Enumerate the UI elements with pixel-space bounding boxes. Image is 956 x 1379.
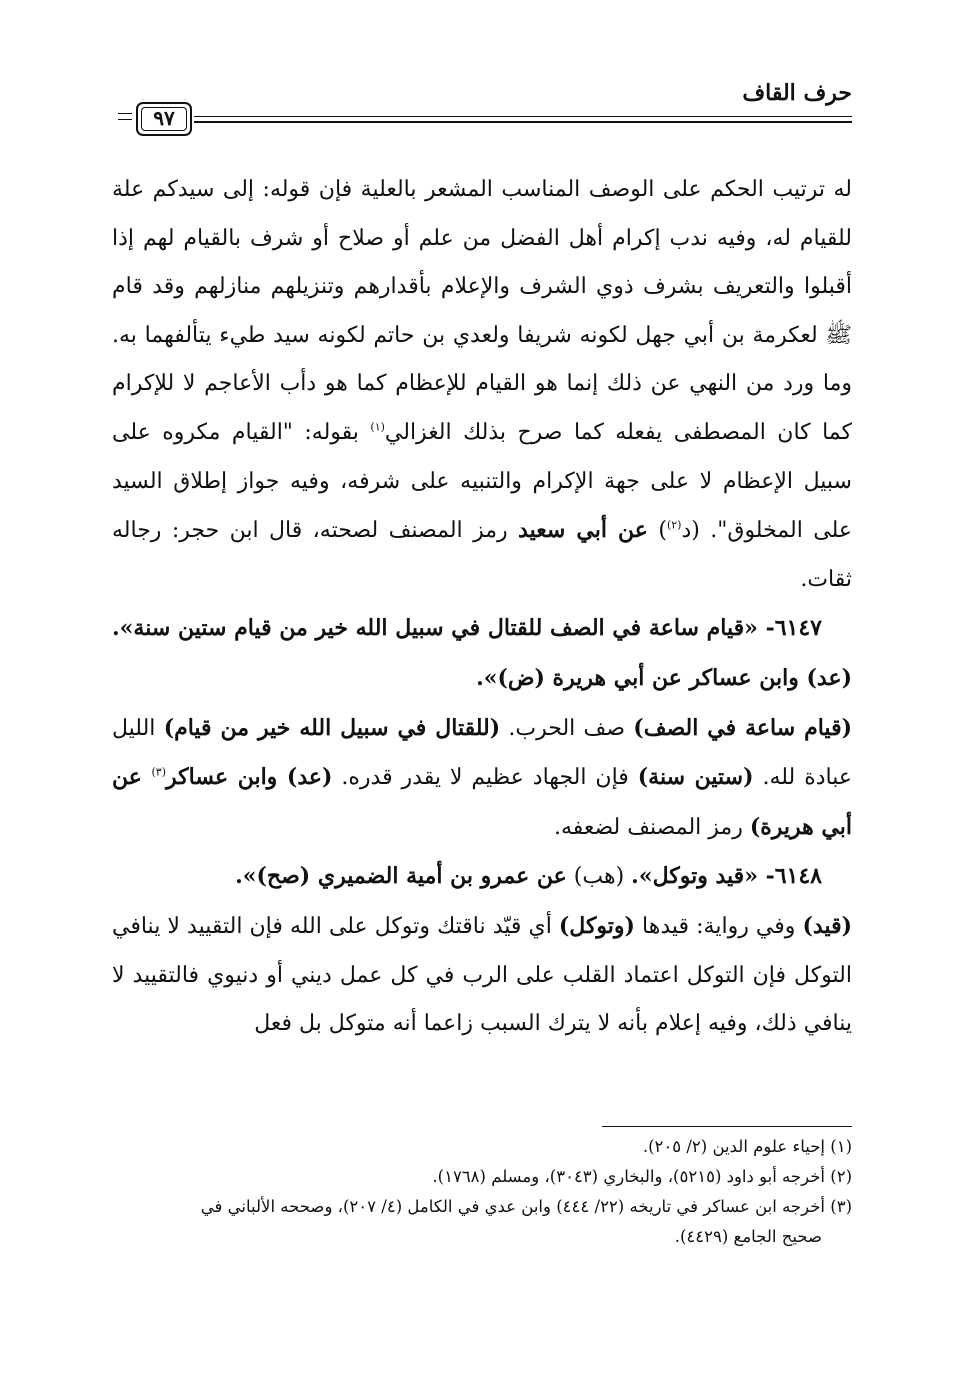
footnote-2: (٢) أخرجه أبو داود (٥٢١٥)، والبخاري (٣٠٤٣)، ومسلم (١٧٦٨). (432, 1167, 852, 1186)
footnote-3: (٣) أخرجه ابن عساكر في تاريخه (٢٢/ ٤٤٤) وابن عدي في الكامل (٤/ ٢٠٧)، وصححه الألباني في (200, 1197, 852, 1216)
footnotes (108, 1132, 852, 1252)
commentary-paragraph-2 (112, 704, 852, 853)
narrator-name: عن أبي سعيد (518, 517, 648, 544)
paragraph-text: أي قيّد ناقتك وتوكل على الله فإن التقييد لا ينافي التوكل فإن التوكل اعتماد القلب على الرب في كل عمل ديني أو دنيوي فالتقييد لا ينافي ذلك، وفيه إعلام بأنه لا يترك السبب زاعما أنه متوكل بل فعل (112, 913, 852, 1037)
paragraph-text: له ترتيب الحكم على الوصف المناسب المشعر بالعلية فإن قوله: إلى سيدكم علة للقيام له، وفيه ندب إكرام أهل الفضل من علم أو صلاح أو شرف بالقيام لهم إذا أقبلوا والتعريف بشرف ذوي الشرف والإعلام بأقدارهم وتنزيلهم منازلهم وقد قام ﷺ لعكرمة بن أبي جهل لكونه شريفا ولعدي بن حاتم لكونه سيد طيء يتألفهما به. وما ورد من النهي عن ذلك إنما هو القيام للإعظام كما هو دأب الأعاجم لا للإكرام كما كان المصطفى يفعله كما صرح بذلك الغزالي (112, 177, 852, 445)
page-number-box (136, 102, 192, 136)
paragraph-text: وفي رواية: قيدها (634, 913, 803, 939)
paragraph-text: فإن الجهاد عظيم لا يقدر قدره. (332, 765, 638, 791)
hadith-entry-6147 (112, 604, 852, 703)
footnote-ref-3[interactable]: (٣) (151, 765, 167, 779)
footnote-ref-2[interactable]: (٢) (666, 518, 682, 532)
footnote-3-continuation: صحيح الجامع (٤٤٢٩). (674, 1227, 822, 1246)
quoted-phrase: (للقتال في سبيل الله خير من قيام) (163, 714, 501, 741)
header-double-rule (194, 116, 852, 124)
quoted-phrase: (قيد) (802, 912, 852, 939)
ornament-line (118, 119, 132, 120)
source-code: (عد) وابن عساكر (166, 764, 333, 791)
narrator-name: عن أبي هريرة) (112, 764, 852, 840)
footnote-separator (602, 1126, 852, 1127)
paragraph-text: رمز المصنف لصحته، قال ابن حجر: رجاله ثقات. (112, 518, 852, 592)
paragraph-text: صف الحرب. (500, 715, 634, 741)
paragraph-text: الليل عبادة لله. (112, 715, 852, 791)
ornament-line (118, 113, 132, 114)
hadith-entry-6148 (112, 852, 852, 902)
chapter-title: حرف القاف (742, 80, 852, 106)
paragraph-text: رمز المصنف لضعفه. (553, 814, 750, 840)
quoted-phrase: (قيام ساعة في الصف) (633, 714, 852, 741)
hadith-text: ٦١٤٧- «قيام ساعة في الصف للقتال في سبيل الله خير من قيام ستين سنة». (عد) وابن عساكر عن أبي هريرة (ض)». (112, 615, 852, 691)
paragraph-text: بقوله: "القيام مكروه على سبيل الإعظام لا على جهة الإكرام والتنبيه على شرفه، وفيه جواز إطلاق السيد على المخلوق". (د (112, 419, 852, 544)
commentary-paragraph-1 (112, 166, 852, 604)
main-text (112, 166, 852, 1049)
paragraph-text: ) (647, 518, 667, 544)
hadith-text: ٦١٤٨- «قيد وتوكل». (631, 863, 822, 890)
page-header (108, 78, 852, 148)
footnote-ref-1[interactable]: (١) (370, 420, 385, 434)
footnote-1: (١) إحياء علوم الدين (٢/ ٢٠٥). (642, 1137, 852, 1156)
quoted-phrase: (ستين سنة) (637, 764, 754, 791)
narrator-name: عن عمرو بن أمية الضميري (صح)». (235, 863, 567, 890)
header-rule-thick (194, 121, 852, 123)
header-end-ornament (118, 113, 132, 123)
quoted-phrase: (وتوكل) (558, 912, 635, 939)
page-number: ٩٧ (153, 106, 175, 130)
commentary-paragraph-3 (112, 902, 852, 1049)
header-rule-thin (194, 116, 852, 117)
source-code: (هب) (566, 864, 632, 890)
